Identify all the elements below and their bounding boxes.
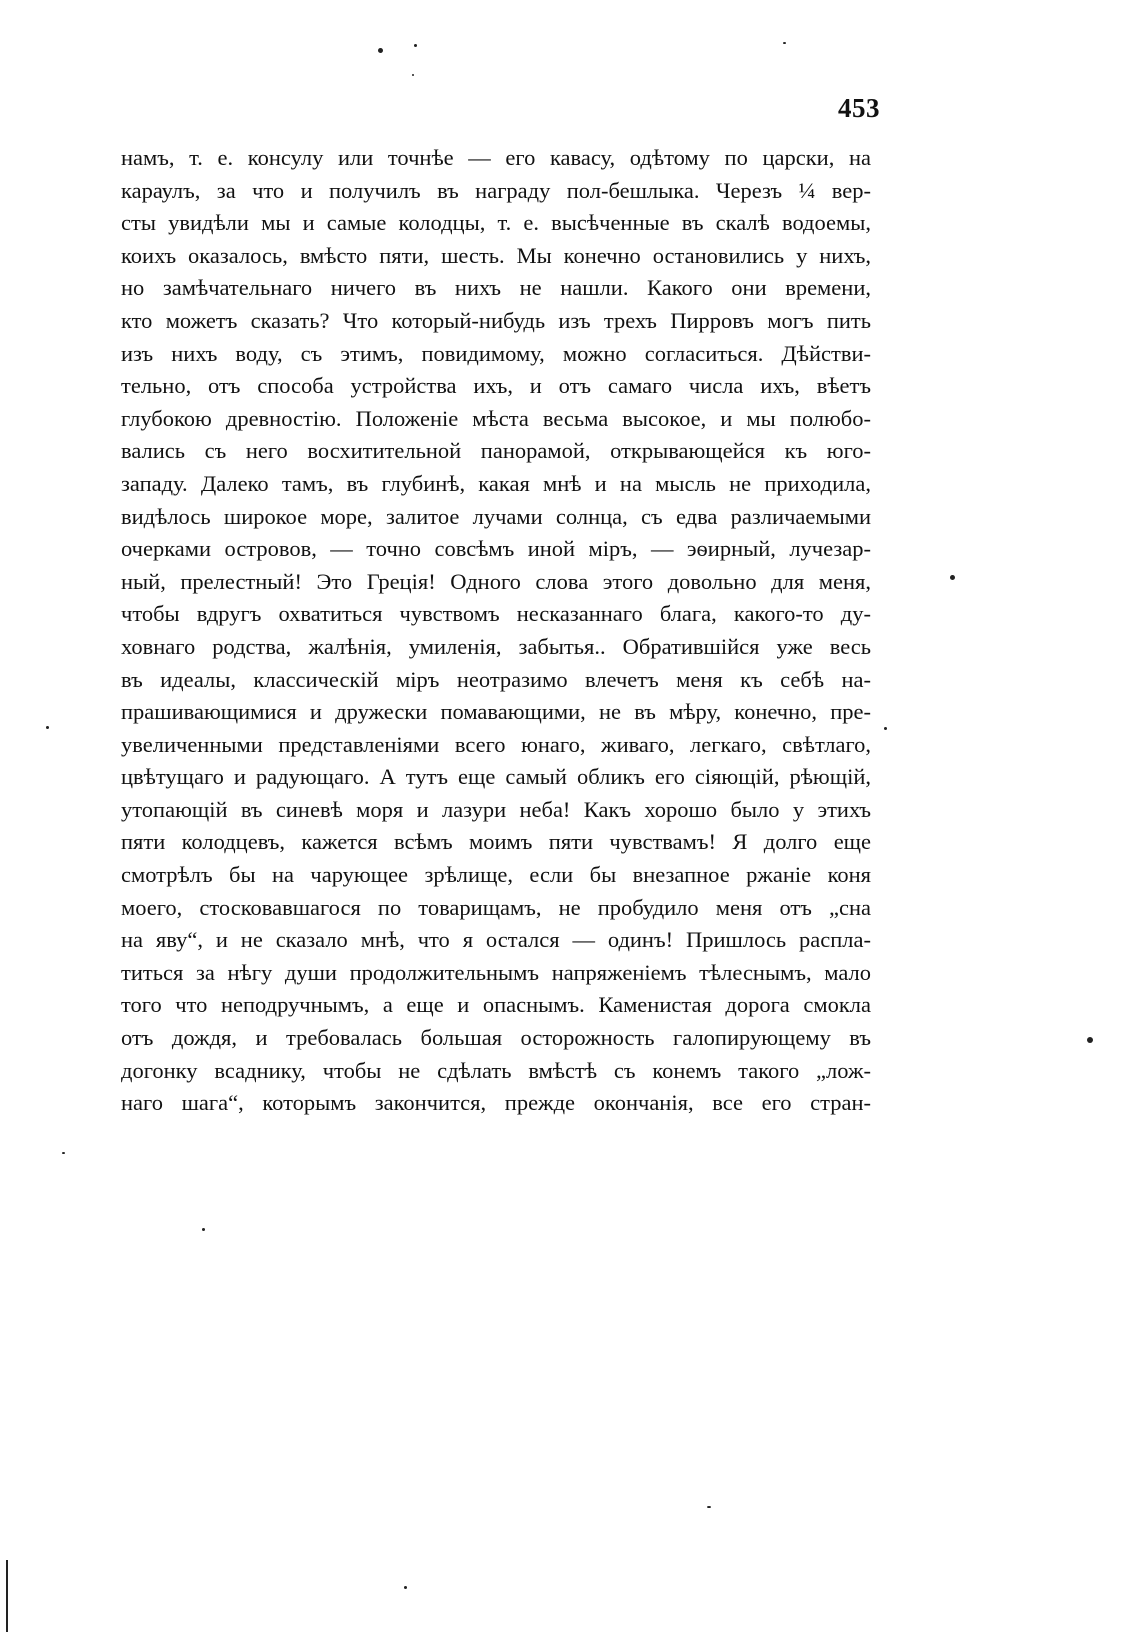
scan-speck [707,1506,711,1508]
text-line: очерками островов, — точно совсѣмъ иной міръ, — эѳирный, лучезар- [121,536,871,562]
scan-speck [783,42,786,44]
body-text [121,142,871,1120]
text-line: моего, стосковавшагося по товарищамъ, не пробудило меня отъ „сна [121,894,871,920]
page-number: 453 [838,93,880,123]
text-line: прашивающимися и дружески помавающими, не въ мѣру, конечно, пре- [121,699,871,725]
text-line: ховнаго родства, жалѣнія, умиленія, забытья.. Обратившійся уже весь [121,633,871,659]
text-line: караулъ, за что и получилъ въ награду пол-бешлыка. Черезъ ¼ вер- [121,177,871,203]
text-line: глубокою древностію. Положеніе мѣста весьма высокое, и мы полюбо- [121,405,871,431]
text-line: изъ нихъ воду, съ этимъ, повидимому, можно согласиться. Дѣйстви- [121,340,871,366]
text-line: смотрѣлъ бы на чарующее зрѣлище, если бы внезапное ржаніе коня [121,862,871,888]
text-line: но замѣчательнаго ничего въ нихъ не нашли. Какого они времени, [121,275,871,301]
scan-speck [412,74,414,76]
text-line: намъ, т. е. консулу или точнѣе — его кавасу, одѣтому по царски, на [121,145,871,170]
text-line: утопающій въ синевѣ моря и лазури неба! Какъ хорошо было у этихъ [121,796,871,822]
text-line: догонку всаднику, чтобы не сдѣлать вмѣстѣ съ конемъ такого „лож- [121,1057,871,1083]
scan-speck [46,726,49,729]
scan-speck [378,48,383,53]
scan-speck [884,727,887,730]
text-line: вались съ него восхитительной панорамой, открывающейся къ юго- [121,438,871,464]
text-line: на яву“, и не сказало мнѣ, что я остался — одинъ! Пришлось распла- [121,927,871,953]
text-line: того что неподручнымъ, а еще и опаснымъ. Каменистая дорога смокла [121,992,871,1018]
scan-speck [202,1228,205,1231]
text-line: ный, прелестный! Это Греція! Одного слова этого довольно для меня, [121,568,871,594]
text-line: пяти колодцевъ, кажется всѣмъ моимъ пяти чувствамъ! Я долго еще [121,829,871,855]
text-line: отъ дождя, и требовалась большая осторожность галопирующему въ [121,1025,871,1051]
text-line: цвѣтущаго и радующаго. А тутъ еще самый обликъ его сіяющій, рѣющій, [121,764,871,790]
scan-speck [414,44,417,47]
margin-edge-mark [6,1560,8,1632]
text-line: сты увидѣли мы и самые колодцы, т. е. высѣченные въ скалѣ водоемы, [121,210,871,236]
text-line: чтобы вдругъ охватиться чувствомъ несказаннаго блага, какого-то ду- [121,601,871,627]
text-line: коихъ оказалось, вмѣсто пяти, шесть. Мы конечно остановились у нихъ, [121,242,871,268]
text-line: западу. Далеко тамъ, въ глубинѣ, какая мнѣ и на мысль не приходила, [121,470,871,496]
scan-speck [62,1152,65,1154]
scan-speck [404,1586,407,1589]
scan-speck [950,575,955,580]
text-line: кто можетъ сказать? Что который-нибудь изъ трехъ Пирровъ могъ пить [121,307,871,333]
text-line: тельно, отъ способа устройства ихъ, и отъ самаго числа ихъ, вѣетъ [121,373,871,399]
text-line: въ идеалы, классическій міръ неотразимо влечетъ меня къ себѣ на- [121,666,871,692]
text-line: увеличенными представленіями всего юнаго, живаго, легкаго, свѣтлаго, [121,731,871,757]
text-line: наго шага“, которымъ закончится, прежде окончанія, все его стран- [121,1090,871,1116]
scan-speck [1087,1037,1093,1043]
text-line: титься за нѣгу души продолжительнымъ напряженіемъ тѣлеснымъ, мало [121,959,871,985]
text-line: видѣлось широкое море, залитое лучами солнца, съ едва различаемыми [121,503,871,529]
